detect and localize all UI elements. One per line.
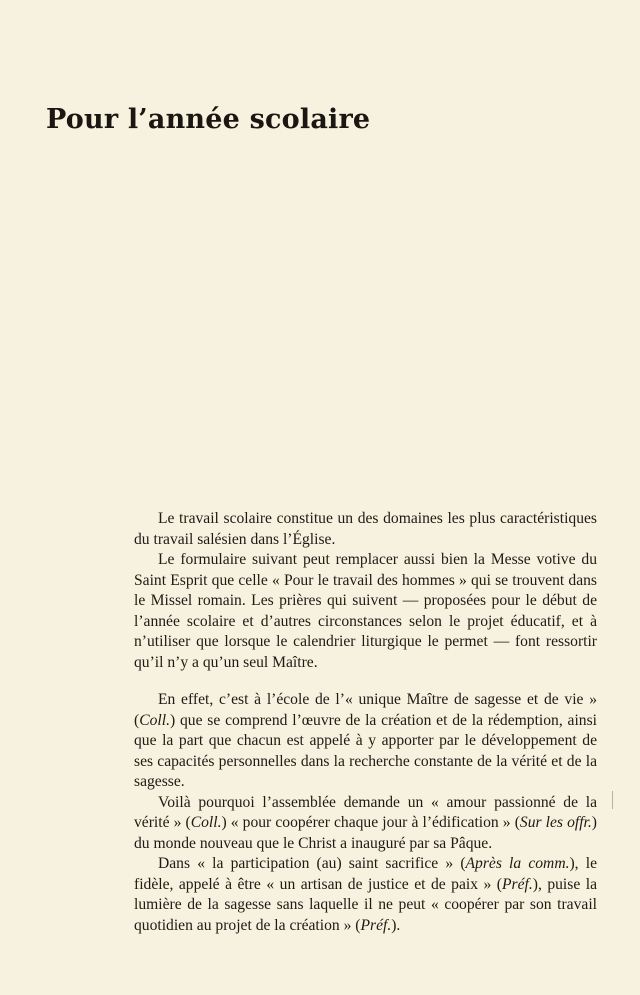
paragraph-text: Le travail scolaire constitue un des domaines les plus caractéristiques du travail salésien dans l’Église. xyxy=(134,510,597,548)
citation-reference: Préf. xyxy=(502,875,533,893)
citation-reference: Préf. xyxy=(360,916,392,934)
paragraph-text: Le formulaire suivant peut remplacer aussi bien la Messe votive du Saint Esprit que celle « Pour le travail des hommes » qui se trouvent dans le Missel romain. Les prières qui suivent — proposées pour le début de l’année scolaire et d’autres circonstances selon le projet éducatif, et à n’utiliser que lorsque le calendrier liturgique le permet — font ressortir qu’il n’y a qu’un seul Maître. xyxy=(134,551,597,671)
paragraph-text: En effet, c’est à l’école de l’« unique Maître de sagesse et de vie » ( xyxy=(134,691,597,729)
paragraph xyxy=(134,509,597,550)
paragraph-text: ), puise la lumière de la sagesse sans laquelle il ne peut « coopérer par son travail quotidien au projet de la création » ( xyxy=(134,875,597,934)
paragraph-text: ), le fidèle, appelé à être « un artisan de justice et de paix » ( xyxy=(134,855,597,893)
paragraph-text: ) « pour coopérer chaque jour à l’édification » ( xyxy=(221,814,520,831)
paragraph-text: Dans « la participation (au) saint sacrifice » ( xyxy=(158,855,466,872)
page-title: Pour l’année scolaire xyxy=(46,104,371,135)
paragraph xyxy=(134,690,597,793)
body-text xyxy=(134,509,597,936)
paragraph xyxy=(134,793,597,855)
paragraph-text: Voilà pourquoi l’assemblée demande un « amour passionné de la vérité » ( xyxy=(134,793,597,831)
paragraph-text: ) du monde nouveau que le Christ a inauguré par sa Pâque. xyxy=(134,814,597,852)
citation-reference: Coll. xyxy=(190,814,222,831)
paragraph xyxy=(134,854,597,936)
citation-reference: Sur les offr. xyxy=(519,814,592,831)
margin-mark xyxy=(612,791,613,809)
paragraph-text: ). xyxy=(391,916,401,934)
paragraph-text: ) que se comprend l’œuvre de la création et de la rédemption, ainsi que la part que chacun est appelé à y apporter par le développement de ses capacités personnelles dans la recherche constante de la vérité et de la sagesse. xyxy=(134,711,597,790)
citation-reference: Après la comm. xyxy=(465,855,570,872)
paragraph xyxy=(134,550,597,673)
citation-reference: Coll. xyxy=(139,711,170,729)
